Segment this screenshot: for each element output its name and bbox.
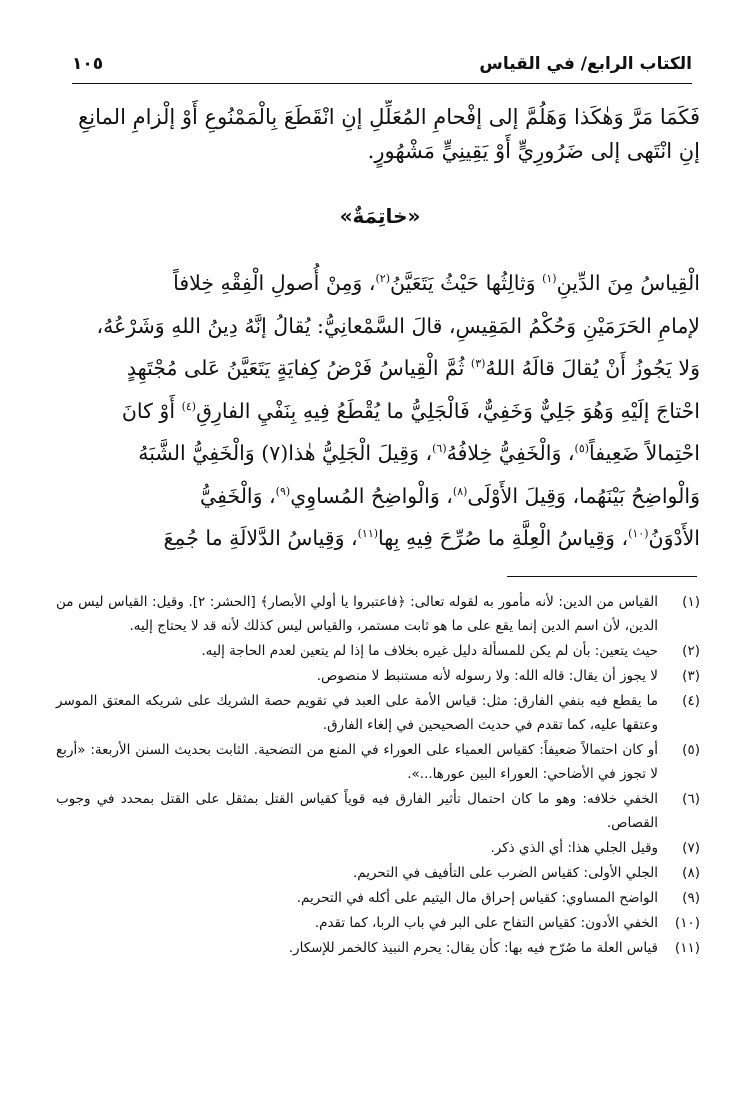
footnote-number: (٢) [682, 643, 700, 659]
footnote [56, 590, 700, 638]
footnote [56, 639, 700, 663]
footnote-number: (٦) [682, 791, 700, 807]
footnote-text: حيث يتعين: بأن لم يكن للمسألة دليل غيره بخلاف ما إذا لم يتعين لعدم الحاجة إليه. [201, 643, 658, 659]
footnote [56, 886, 700, 910]
footnote-ref[interactable]: (٦) [432, 442, 447, 455]
page-header [72, 52, 692, 86]
footnote-number: (٣) [682, 668, 700, 684]
footnote-number: (١) [682, 594, 700, 610]
footnote-separator [507, 576, 697, 577]
body-line: احْتاجَ إلَيْهِ وَهُوَ جَلِيٌّ وَخَفِيٌّ، فَالْجَلِيُّ ما يُقْطَعُ فِيهِ بِنَفْيِ الفارِقِ$^{(٤)}$ أَوْ كانَ [121, 398, 700, 423]
footnote-ref[interactable]: (٢) [375, 272, 390, 285]
footnote-text: وقيل الجلي هذا: أي الذي ذكر. [490, 840, 658, 856]
footnote-ref[interactable]: (٣) [470, 357, 486, 370]
body-paragraph [60, 260, 700, 558]
footnote-ref[interactable]: (٥) [574, 442, 590, 455]
poem-line: فَكَمَا مَرَّ وَهٰكَذا وَهَلُمَّ إلى إفْحامِ المُعَلِّلِ إنِ انْقَطَعَ بِالْمَمْنُوعِ أَوْ إلْزامِ المانِعِ [78, 105, 700, 129]
footnotes [56, 590, 700, 961]
main-text [60, 100, 700, 558]
footnote-ref[interactable]: (١١) [357, 527, 379, 540]
body-line: الْقِياسُ مِنَ الدِّينِ$^{(١)}$ وَثالِثُها حَيْثُ يَتَعَيَّنُ$^{(٢)}$، وَمِنْ أُصولِ الْفِقْهِ خِلافاً [173, 271, 700, 295]
footnote-text: أو كان احتمالاً ضعيفاً: كقياس العمياء على العوراء في المنع من التضحية. الثابت بحديث السنن الأربعة: «أربع لا تجوز في الأضاحي: العوراء البين عورها...». [56, 742, 658, 782]
body-line: لإمامِ الحَرَمَيْنِ وَحُكْمُ المَقِيسِ، قالَ السَّمْعانِيُّ: يُقالُ إنَّهُ دِينُ اللهِ وَشَرْعُهُ، [96, 313, 700, 338]
footnote-number: (١٠) [674, 915, 700, 931]
page-number: ١٠٥ [72, 54, 104, 74]
footnote [56, 836, 700, 860]
header-rule [72, 83, 692, 84]
footnote-ref[interactable]: (١٠) [628, 527, 649, 540]
footnote [56, 738, 700, 786]
section-title: «خاتِمَةٌ» [339, 204, 421, 228]
poem-line: إنِ انْتَهى إلى ضَرُورِيٍّ أَوْ يَقِينِيٍّ مَشْهُورٍ. [367, 139, 700, 163]
footnote-text: قياس العلة ما صُرّح فيه بها: كأن يقال: يحرم النبيذ كالخمر للإسكار. [288, 940, 658, 956]
footnote [56, 664, 700, 688]
footnote-ref[interactable]: (١) [542, 272, 557, 285]
footnote [56, 911, 700, 935]
footnote-text: الجلي الأولى: كقياس الضرب على التأفيف في التحريم. [352, 865, 658, 881]
footnote-text: القياس من الدين: لأنه مأمور به لقوله تعالى: ﴿فاعتبروا يا أولي الأبصار﴾ [الحشر: ٢]. وقيل: القياس ليس من الدين، لأن اسم الدين إنما يقع على ما هو ثابت مستمر، والقياس ليس كذلك لأنه قد لا يحتاج إليه. [56, 594, 658, 634]
footnote-ref[interactable]: (٨) [452, 484, 468, 498]
footnote-text: الواضح المساوي: كقياس إحراق مال اليتيم على أكله في التحريم. [296, 890, 658, 906]
footnote-text: لا يجوز أن يقال: قاله الله: ولا رسوله لأنه مستنبط لا منصوص. [316, 668, 658, 684]
footnote-text: الخفي خلافه: وهو ما كان احتمال تأثير الفارق فيه قوياً كقياس القتل بمثقل على القتل بمحدد في وجوب القصاص. [56, 791, 658, 831]
footnote-number: (١١) [674, 940, 700, 956]
running-title: الكتاب الرابع/ في القياس [479, 54, 692, 74]
body-line: وَالْواضِحُ بَيْنَهُما، وَقِيلَ الأَوْلَى$^{(٨)}$، وَالْواضِحُ المُساوِي$^{(٩)}$، وَالْخَفِيُّ [200, 483, 700, 508]
footnote-number: (٤) [682, 693, 700, 709]
footnote-ref[interactable]: (٤) [181, 399, 197, 413]
footnote-number: (٨) [682, 865, 700, 881]
footnote-number: (٩) [682, 890, 700, 906]
footnote-number: (٥) [682, 742, 700, 758]
footnote-number: (٧) [682, 840, 700, 856]
body-line: احْتِمالاً ضَعِيفاً$^{(٥)}$، وَالْخَفِيُّ خِلافُهُ$^{(٦)}$، وَقِيلَ الْجَلِيُّ هٰذا(٧) وَالْخَفِيُّ الشَّبَهُ [138, 441, 700, 465]
body-line: الأَدْوَنُ$^{(١٠)}$، وَقِياسُ الْعِلَّةِ ما صُرِّحَ فِيهِ بِها$^{(١١)}$، وَقِياسُ الدَّلالَةِ ما جُمِعَ [163, 526, 700, 550]
footnote-ref[interactable]: (٩) [275, 484, 291, 498]
footnote-text: الخفي الأدون: كقياس التفاح على البر في باب الربا، كما تقدم. [314, 915, 658, 931]
footnote [56, 689, 700, 737]
footnote [56, 936, 700, 960]
body-line: وَلا يَجُوزُ أَنْ يُقالَ قالَهُ اللهُ$^{(٣)}$ ثُمَّ الْقِياسُ فَرْضُ كِفايَةٍ يَتَعَيَّنُ عَلى مُجْتَهِدٍ [126, 356, 700, 380]
footnote [56, 787, 700, 835]
footnote-text: ما يقطع فيه بنفي الفارق: مثل: قياس الأمة على العبد في تقويم حصة الشريك على شريكه المعتق الموسر وعتقها عليه، كما تقدم في حديث الصحيحين في إلغاء الفارق. [56, 693, 658, 733]
footnote [56, 861, 700, 885]
